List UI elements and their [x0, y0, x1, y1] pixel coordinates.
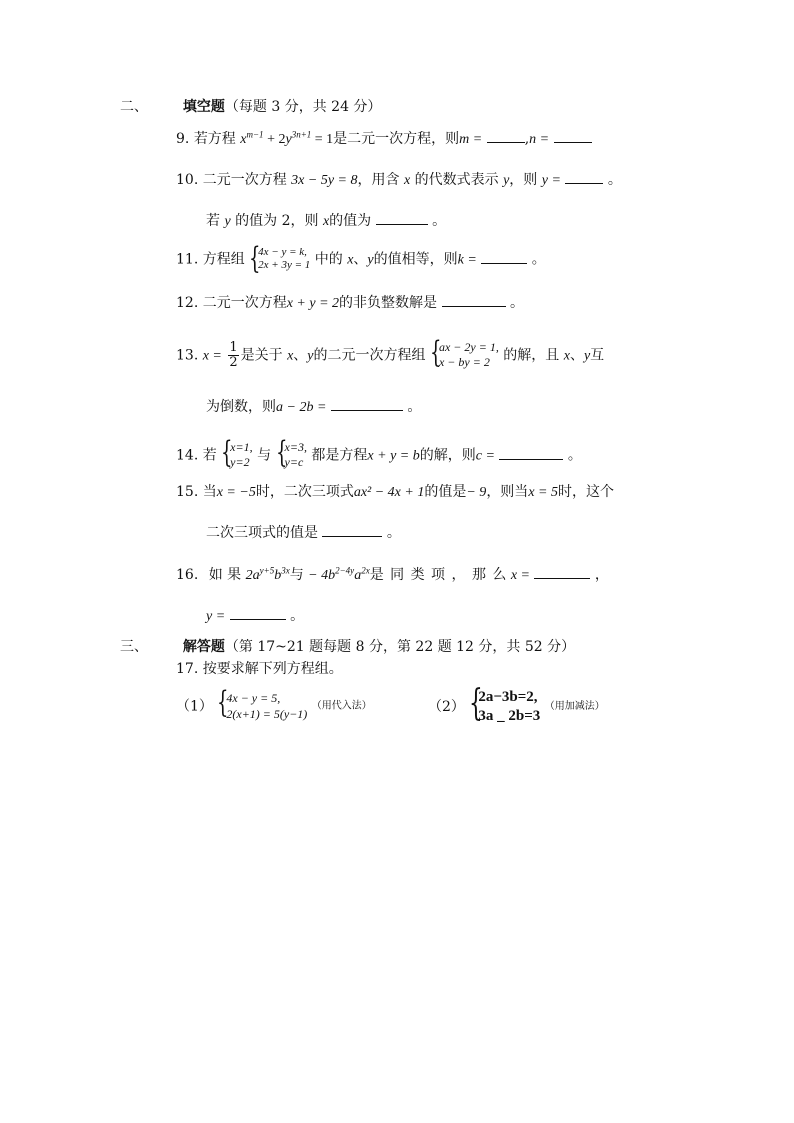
question-15-line-2	[206, 524, 401, 542]
question-text: 当	[202, 484, 217, 500]
brace-icon: {	[429, 335, 442, 370]
variable: y	[224, 214, 231, 229]
brace-icon: {	[249, 241, 261, 276]
question-12	[176, 294, 524, 313]
answer-blank-m[interactable]	[487, 130, 525, 143]
answer-label: y =	[206, 609, 226, 624]
question-text: 二元一次方程	[202, 295, 287, 311]
answer-label-m: m =	[459, 132, 483, 147]
question-10-line-2	[206, 212, 446, 231]
question-16-line-2	[206, 607, 304, 626]
question-text: 的值为	[329, 213, 372, 229]
question-13-line-2	[206, 398, 421, 417]
part-label: （2）	[428, 699, 465, 715]
question-17-part-2	[428, 683, 605, 726]
section-number: 二、	[120, 99, 148, 115]
question-number: 17.	[176, 661, 199, 677]
variable: x	[563, 348, 570, 364]
term-2: − $4b^{2-4y}a^{2x}$	[308, 565, 370, 583]
question-13	[176, 335, 605, 371]
question-number: 12.	[176, 295, 199, 311]
question-number: 9.	[176, 131, 190, 147]
answer-blank-n[interactable]	[554, 130, 592, 143]
part-label: （1）	[176, 698, 213, 715]
question-number: 11.	[176, 251, 199, 268]
equation-system: { 4x − y = 5, 2(x+1) = 5(y−1)	[217, 685, 308, 721]
punctuation: ，	[594, 567, 609, 583]
question-text: 若	[206, 213, 220, 229]
answer-label: k =	[457, 252, 477, 268]
fraction: $\frac{1}{2}$	[229, 340, 238, 370]
variable: x	[403, 173, 411, 188]
question-text: ，用含	[357, 172, 400, 188]
equation: a − 2b =	[276, 400, 327, 415]
equation: x + y = b	[367, 448, 420, 464]
question-17	[176, 660, 343, 678]
answer-label: y =	[541, 173, 561, 188]
question-text: 互	[590, 347, 605, 364]
section-heading-solve	[120, 638, 575, 656]
question-text: 与	[257, 447, 272, 464]
question-text: 的解，且	[503, 347, 560, 364]
question-number: 13.	[176, 347, 199, 364]
answer-blank[interactable]	[481, 251, 527, 264]
question-text: 若	[202, 447, 217, 464]
punctuation: 。	[290, 608, 305, 624]
term-1: $2a^{y+5}b^{3x}$	[245, 565, 290, 583]
equation: $x^{m-1} + 2y^{3n+1} = 1$	[240, 129, 334, 147]
answer-blank[interactable]	[331, 398, 403, 411]
question-text: 二元一次方程	[202, 172, 287, 188]
question-text: 的解，则	[419, 447, 476, 464]
question-text: 按要求解下列方程组。	[202, 661, 343, 677]
variable: y	[307, 348, 314, 364]
question-text: ，则	[509, 172, 538, 188]
brace-icon: {	[221, 435, 233, 470]
brace-icon: {	[217, 685, 229, 720]
equation-system: { x=3, y=c	[275, 435, 307, 470]
question-text: ，则当	[486, 484, 529, 500]
method-note: （用代入法）	[311, 700, 372, 712]
punctuation: 、	[353, 251, 368, 268]
question-text: 是 同 类 项 ， 那 么	[369, 567, 507, 583]
section-title: 填空题	[182, 99, 225, 115]
brace-icon: {	[469, 683, 484, 724]
question-text: 与	[289, 567, 304, 583]
question-text: 的非负整数解是	[339, 295, 438, 311]
question-text: 中的	[314, 251, 343, 268]
section-number: 三、	[120, 639, 148, 655]
method-note: （用加减法）	[544, 701, 605, 712]
punctuation: 、	[293, 347, 308, 364]
section-note: （每题 3 分，共 24 分）	[224, 99, 382, 115]
equation-system: { ax − 2y = 1, x − by = 2	[429, 335, 499, 370]
equation-system: { x=1, y=2	[221, 435, 253, 470]
punctuation: 。	[407, 399, 422, 415]
question-text: 都是方程	[311, 447, 368, 464]
equation-system: { 4x − y = k, 2x + 3y = 1	[249, 241, 311, 276]
question-text: 方程组	[202, 251, 245, 268]
question-text: 二次三项式的值是	[206, 525, 318, 541]
punctuation: 。	[567, 447, 582, 464]
equation: x = −5	[216, 485, 256, 500]
question-14	[176, 435, 582, 471]
question-9: 9. 若方程 $x^{m-1} + 2y^{3n+1} = 1$是二元一次方程，则m = ,n =	[176, 130, 592, 149]
variable: y	[367, 252, 374, 268]
question-17-part-1	[176, 685, 372, 723]
answer-blank[interactable]	[565, 171, 603, 184]
equation-system: { 2a−3b=2, 3a _ 2b=3	[469, 683, 541, 724]
question-text: 的二元一次方程组	[313, 347, 426, 364]
question-16	[176, 566, 609, 585]
question-text: 若方程	[193, 131, 236, 147]
variable: x	[322, 214, 330, 229]
question-number: 15.	[176, 484, 199, 500]
variable: x =	[202, 348, 222, 364]
question-number: 16.	[176, 567, 199, 583]
variable: y	[583, 348, 591, 364]
brace-icon: {	[275, 435, 287, 470]
question-text: 的值为 2，则	[235, 213, 319, 229]
question-15	[176, 483, 614, 502]
question-text: 的值相等，则	[373, 251, 458, 268]
equation: x = 5	[528, 485, 558, 500]
punctuation: 。	[386, 525, 401, 541]
section-title: 解答题	[182, 639, 225, 655]
question-text: 如 果	[208, 567, 242, 583]
question-text: 时，二次三项式	[255, 484, 354, 500]
expression: ax² − 4x + 1	[353, 485, 425, 500]
answer-blank[interactable]	[442, 294, 506, 307]
punctuation: 。	[432, 213, 447, 229]
question-text: 的代数式表示	[414, 172, 499, 188]
punctuation: 。	[509, 295, 524, 311]
question-text: 为倒数，则	[206, 399, 276, 415]
answer-label: x =	[510, 568, 531, 583]
variable: x	[347, 252, 354, 268]
answer-blank[interactable]	[499, 447, 563, 460]
question-number: 10.	[176, 172, 199, 188]
variable: y	[503, 173, 510, 188]
question-text: 时，这个	[557, 484, 614, 500]
punctuation: 、	[569, 347, 584, 364]
question-text: 的值是	[424, 484, 467, 500]
equation: 3x − 5y = 8	[291, 173, 358, 188]
value: − 9	[466, 485, 487, 500]
equation: x + y = 2	[286, 296, 340, 311]
question-number: 14.	[176, 447, 199, 464]
question-text: 是关于	[240, 347, 283, 364]
punctuation: 。	[607, 172, 622, 188]
question-11	[176, 241, 546, 276]
answer-blank[interactable]	[230, 607, 286, 620]
answer-label-n: n =	[529, 132, 550, 147]
answer-blank[interactable]	[376, 212, 428, 225]
question-10	[176, 171, 622, 190]
question-text: 是二元一次方程，则	[333, 131, 460, 147]
answer-blank[interactable]	[534, 566, 590, 579]
section-note: （第 17~21 题每题 8 分，第 22 题 12 分，共 52 分）	[224, 639, 576, 655]
section-heading-fill-blank	[120, 98, 381, 116]
answer-blank[interactable]	[322, 524, 382, 537]
punctuation: 。	[531, 251, 546, 268]
answer-label: c =	[475, 448, 495, 464]
variable: x	[287, 348, 294, 364]
